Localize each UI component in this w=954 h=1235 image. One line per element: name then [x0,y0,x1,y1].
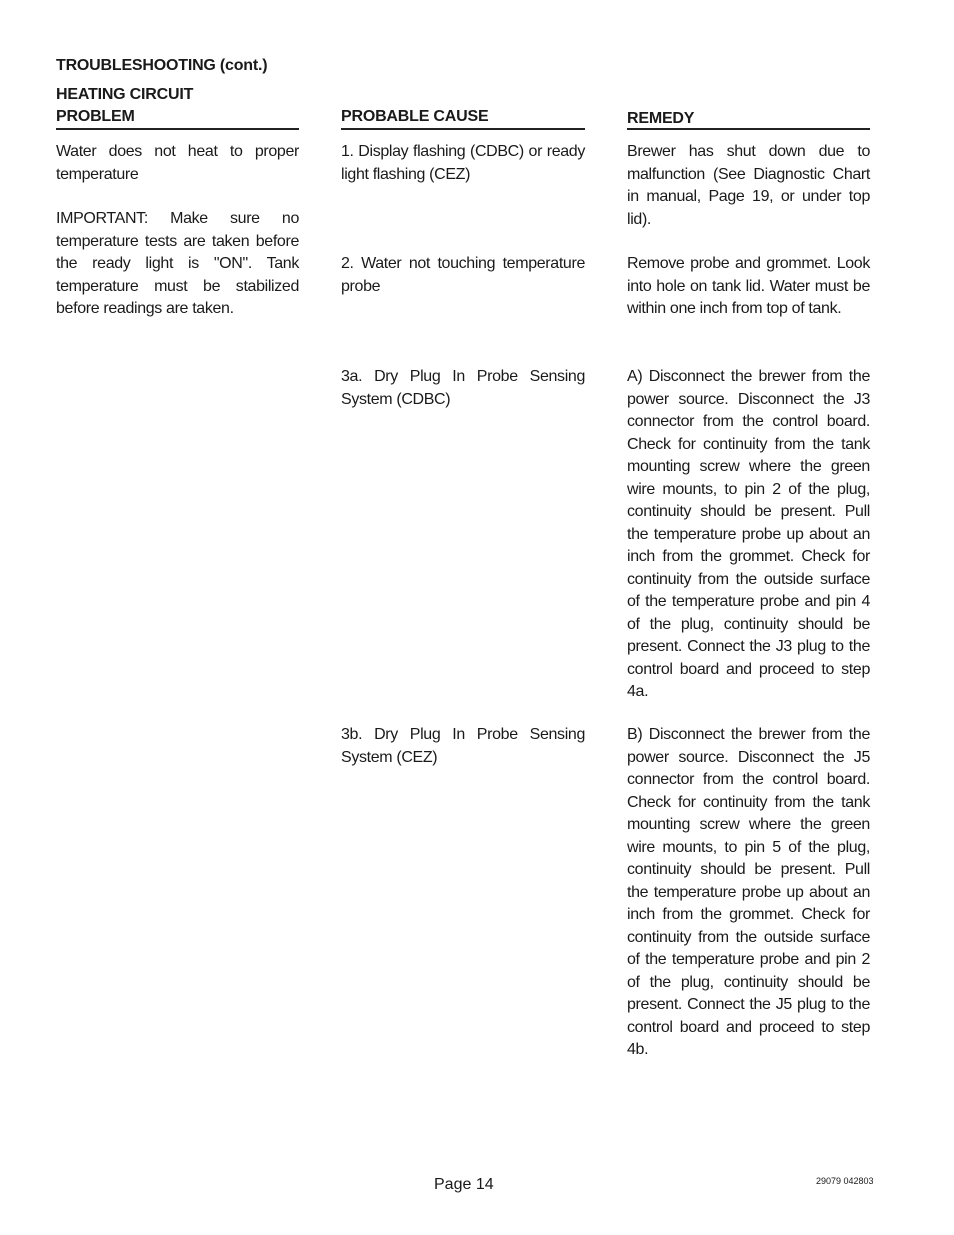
remedy-header: REMEDY [627,106,870,130]
section-title: TROUBLESHOOTING (cont.) [56,57,268,74]
problem-column [56,106,299,130]
remedy-3a: A) Disconnect the brewer from the power source. Disconnect the J3 connector from the control board. Check for continuity from the tank mounting screw where the green wire mounts, to pin 2 of the plug, continuity should be present. Pull the temperature probe up about an inch from the grommet. Check for continuity from the outside surface of the temperature probe and pin 4 of the plug, continuity should be present. Connect the J3 plug to the control board and proceed to step 4a. [627,368,870,700]
problem-note: IMPORTANT: Make sure no temperature tests are taken before the ready light is "ON". Tank temperature must be stabilized before readings are taken. [56,210,299,317]
document-code: 29079 042803 [816,1176,874,1186]
cause-3b: 3b. Dry Plug In Probe Sensing System (CEZ) [341,726,585,766]
sub-title: HEATING CIRCUIT [56,86,194,103]
cause-2: 2. Water not touching temperature probe [341,255,585,295]
cause-column [341,106,585,130]
remedy-2: Remove probe and grommet. Look into hole on tank lid. Water must be within one inch from top of tank. [627,255,870,317]
cause-3a: 3a. Dry Plug In Probe Sensing System (CDBC) [341,368,585,408]
page-number: Page 14 [434,1176,494,1193]
problem-header: PROBLEM [56,106,299,130]
problem-text: Water does not heat to proper temperature [56,143,299,183]
remedy-3b: B) Disconnect the brewer from the power source. Disconnect the J5 connector from the control board. Check for continuity from the tank mounting screw where the green wire mounts, to pin 5 of the plug, continuity should be present. Pull the temperature probe up about an inch from the grommet. Check for continuity from the outside surface of the temperature probe and pin 2 of the plug, continuity should be present. Connect the J5 plug to the control board and proceed to step 4b. [627,726,870,1058]
cause-header: PROBABLE CAUSE [341,106,585,130]
cause-1: 1. Display flashing (CDBC) or ready light flashing (CEZ) [341,143,585,183]
remedy-1: Brewer has shut down due to malfunction (See Diagnostic Chart in manual, Page 19, or under top lid). [627,143,870,228]
remedy-column [627,106,870,130]
